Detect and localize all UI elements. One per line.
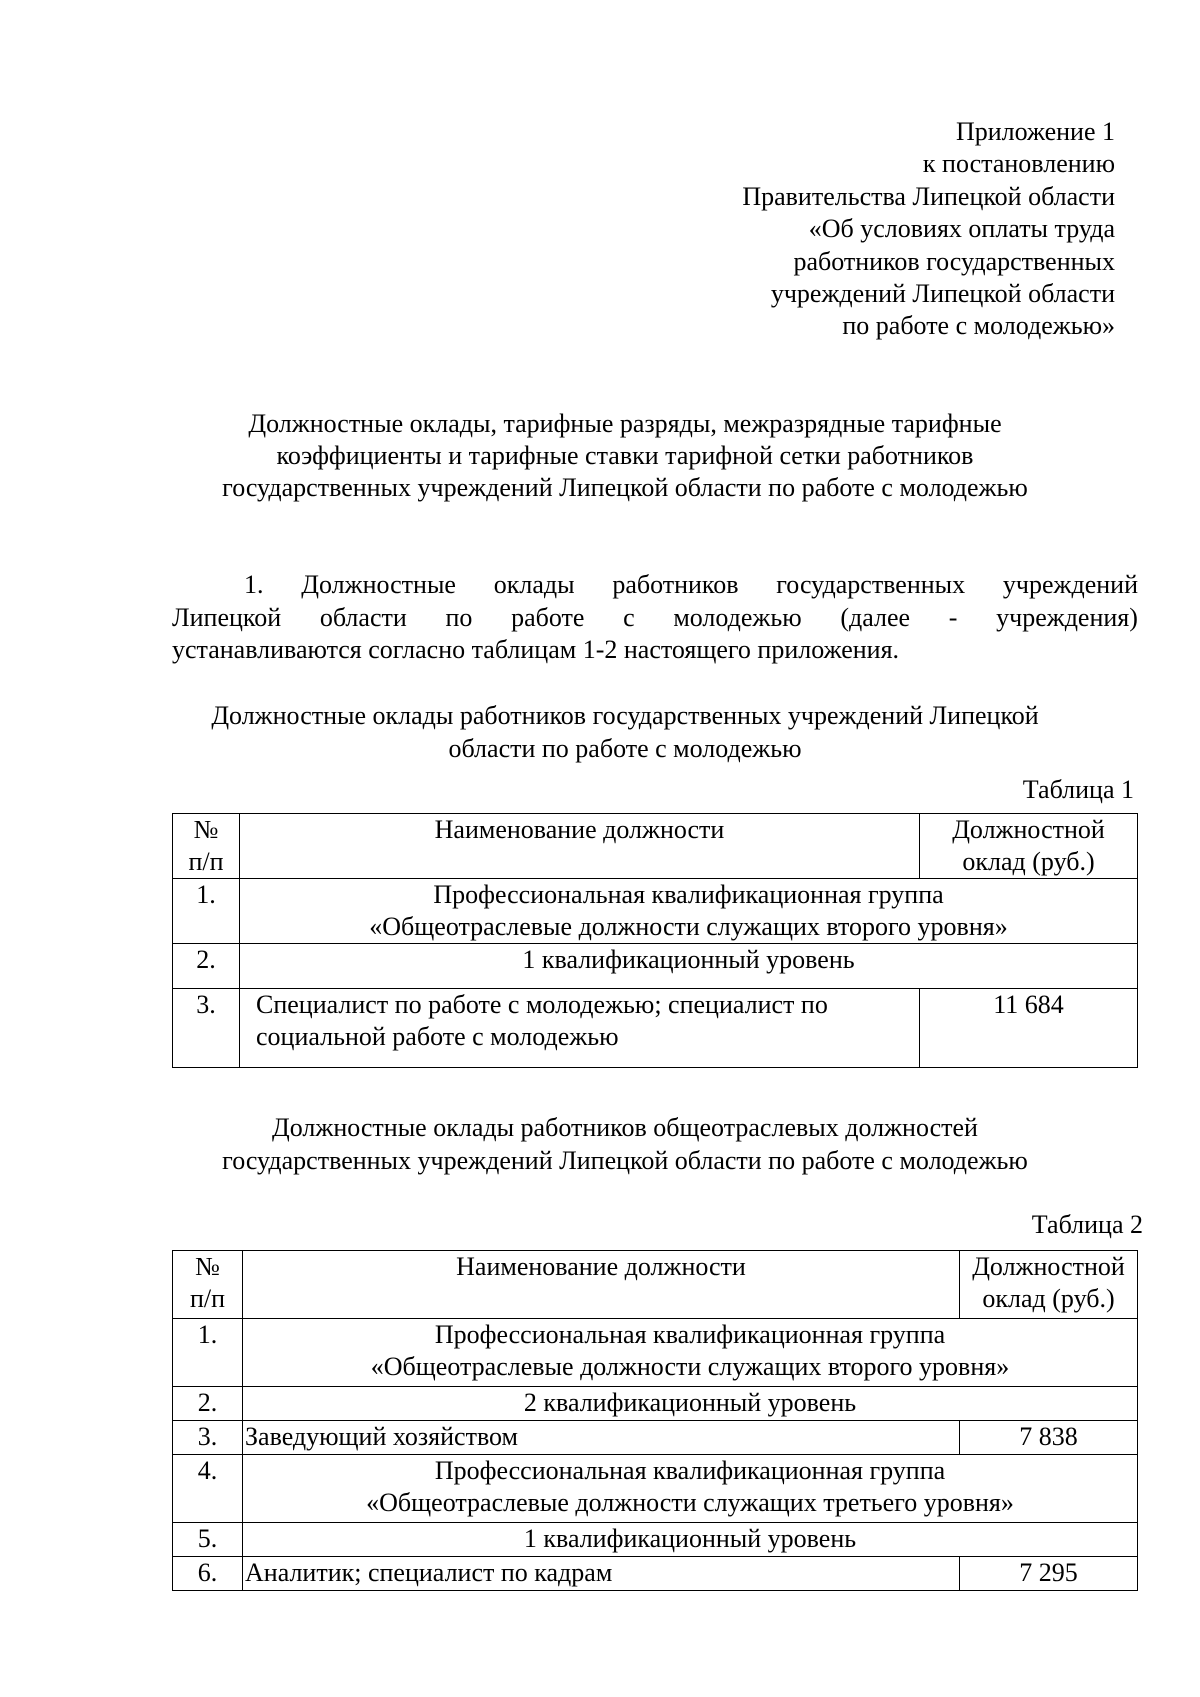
position-cell [240,989,920,1068]
level-cell: 1 квалификационный уровень [240,944,1138,989]
header-name-cell: Наименование должности [240,814,920,879]
header-salary-line: оклад (руб.) [962,847,1095,876]
appendix-header [515,116,1115,343]
caption-line: государственных учреждений Липецкой области по работе с молодежью [222,1145,1028,1175]
table-row [173,944,1138,989]
word: области [319,602,407,632]
caption-line: области по работе с молодежью [448,733,802,763]
header-num-cell [173,814,240,879]
table-header-row [173,1251,1138,1319]
caption-line: Должностные оклады работников общеотраслевых должностей [272,1113,978,1142]
header-num-abbr: п/п [189,1284,226,1313]
word: с [623,602,635,632]
title-line: Должностные оклады, тарифные разряды, межразрядные тарифные [248,409,1002,438]
appendix-line: учреждений Липецкой области [770,279,1115,309]
word: 1. [244,570,264,599]
row-num: 1. [173,1319,243,1387]
paragraph-line [172,569,1138,602]
group-title: Профессиональная квалификационная группа [434,1320,946,1349]
header-salary-cell [920,814,1138,879]
level-cell: 2 квалификационный уровень [243,1387,1138,1421]
word: работников [612,570,739,599]
paragraph-1 [172,569,1138,667]
table-row [173,1557,1138,1591]
appendix-line: по работе с молодежью» [842,311,1115,341]
table-row [173,1455,1138,1523]
group-subtitle: «Общеотраслевые должности служащих второго уровня» [369,912,1008,941]
position-cell: Аналитик; специалист по кадрам [243,1557,960,1591]
appendix-line: «Об условиях оплаты труда [808,214,1115,244]
header-name-cell: Наименование должности [243,1251,960,1319]
appendix-line: Приложение 1 [955,117,1115,146]
header-salary-cell [960,1251,1138,1319]
word: Должностные [301,570,456,599]
header-salary-line: Должностной [972,1252,1125,1281]
header-num-symbol: № [193,815,219,844]
title-line: государственных учреждений Липецкой области по работе с молодежью [222,473,1028,502]
title-line: коэффициенты и тарифные ставки тарифной сетки работников [276,441,974,470]
group-cell [240,879,1138,944]
header-salary-line: Должностной [952,815,1105,844]
row-num: 6. [173,1557,243,1591]
table1-label: Таблица 1 [1022,775,1134,804]
group-cell [243,1319,1138,1387]
paragraph-line [172,602,1138,635]
appendix-line: Правительства Липецкой области [742,181,1115,211]
header-salary-line: оклад (руб.) [982,1284,1115,1313]
row-num: 2. [173,944,240,989]
table-row [173,989,1138,1068]
word: Липецкой [172,602,282,632]
caption-line: Должностные оклады работников государственных учреждений Липецкой [211,701,1039,730]
table2 [172,1250,1138,1591]
table-row [173,1523,1138,1557]
word: - [948,602,958,632]
word: учреждений [1002,570,1138,599]
word: государственных [776,570,966,599]
salary-cell: 7 838 [960,1421,1138,1455]
header-num-cell [173,1251,243,1319]
word: (далее [840,602,911,632]
table1-caption [160,700,1090,765]
document-title [160,408,1090,504]
row-num: 4. [173,1455,243,1523]
row-num: 5. [173,1523,243,1557]
group-subtitle: «Общеотраслевые должности служащих третьего уровня» [366,1488,1014,1517]
table-row [173,879,1138,944]
salary-cell: 11 684 [920,989,1138,1068]
position-line: Специалист по работе с молодежью; специалист по [256,990,828,1019]
position-line: социальной работе с молодежью [256,1022,619,1051]
group-subtitle: «Общеотраслевые должности служащих второго уровня» [370,1352,1010,1381]
table2-caption [160,1112,1090,1177]
header-num-abbr: п/п [188,847,224,876]
word: оклады [493,570,575,599]
row-num: 2. [173,1387,243,1421]
appendix-line: к постановлению [922,149,1115,179]
group-title: Профессиональная квалификационная группа [433,880,944,909]
table-row [173,1319,1138,1387]
salary-cell: 7 295 [960,1557,1138,1591]
paragraph-line: устанавливаются согласно таблицам 1-2 настоящего приложения. [172,635,900,664]
word: учреждения) [996,602,1138,632]
header-num-symbol: № [195,1252,220,1281]
position-cell: Заведующий хозяйством [243,1421,960,1455]
table1 [172,813,1138,1068]
table-header-row [173,814,1138,879]
row-num: 3. [173,989,240,1068]
word: по [445,602,473,632]
appendix-line: работников государственных [793,246,1115,276]
level-cell: 1 квалификационный уровень [243,1523,1138,1557]
group-cell [243,1455,1138,1523]
word: молодежью [673,602,802,632]
word: работе [511,602,585,632]
row-num: 3. [173,1421,243,1455]
group-title: Профессиональная квалификационная группа [434,1456,946,1485]
row-num: 1. [173,879,240,944]
table-row [173,1421,1138,1455]
table2-label: Таблица 2 [1031,1210,1143,1239]
table-row [173,1387,1138,1421]
